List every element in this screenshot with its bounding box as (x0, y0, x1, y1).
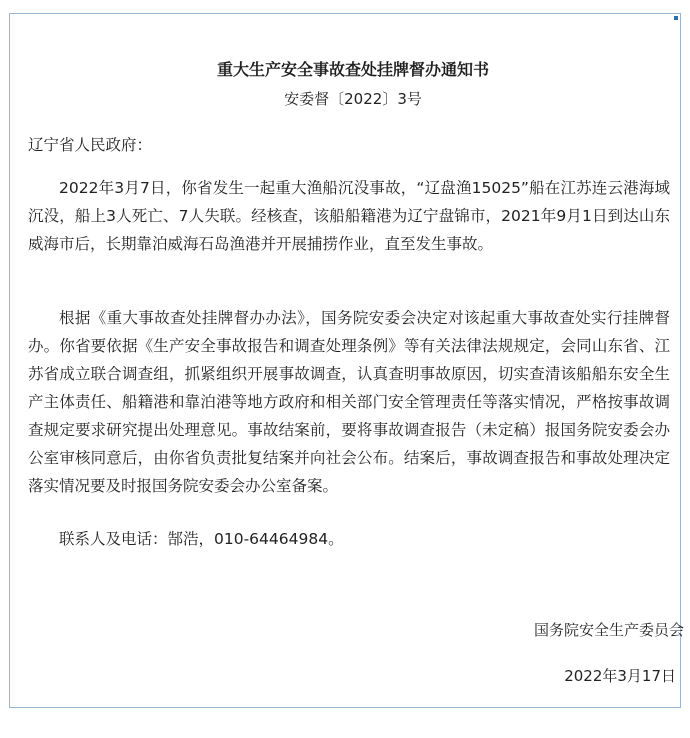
document-frame (9, 13, 684, 708)
paragraph-contact: 联系人及电话：郜浩，010-64464984。 (59, 530, 344, 548)
paragraph-supervision: 根据《重大事故查处挂牌督办办法》，国务院安委会决定对该起重大事故查处实行挂牌督办。你省要依据《生产安全事故报告和调查处理条例》等有关法律法规规定，会同山东省、江苏省成立联合调查组，抓紧组织开展事故调查，认真查明事故原因，切实查清该船船东安全生产主体责任、船籍港和靠泊港等地方政府和相关部门安全管理责任等落实情况，严格按事故调查规定要求研究提出处理意见。事故结案前，要将事故调查报告（未定稿）报国务院安委会办公室审核同意后，由你省负责批复结案并向社会公布。结案后，事故调查报告和事故处理决定落实情况要及时报国务院安委会办公室备案。 (28, 309, 670, 495)
corner-marker (674, 16, 678, 20)
document-number: 安委督〔2022〕3号 (284, 90, 422, 108)
document-title: 重大生产安全事故查处挂牌督办通知书 (216, 60, 489, 79)
signature-date: 2022年3月17日 (564, 667, 676, 685)
addressee: 辽宁省人民政府： (28, 136, 153, 154)
paragraph-incident: 2022年3月7日，你省发生一起重大渔船沉没事故，“辽盘渔15025”船在江苏连云港海域沉没，船上3人死亡、7人失联。经核查，该船船籍港为辽宁盘锦市，2021年9月1日到达山东威海市后，长期靠泊威海石岛渔港并开展捕捞作业，直至发生事故。 (28, 179, 670, 253)
signature-organization: 国务院安全生产委员会 (533, 621, 684, 639)
